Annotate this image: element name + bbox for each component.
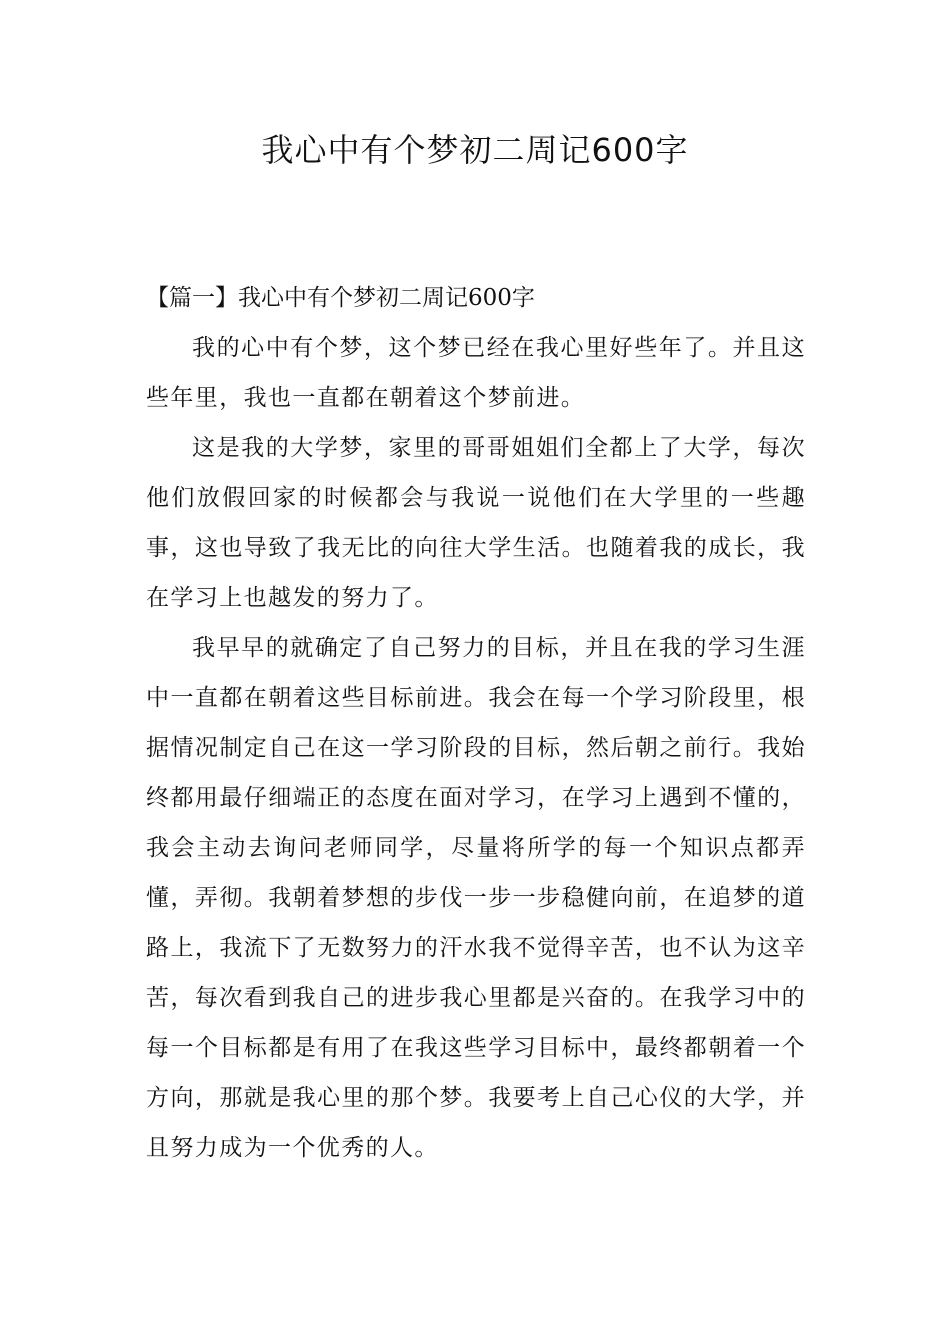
paragraph-3: 我早早的就确定了自己努力的目标，并且在我的学习生涯中一直都在朝着这些目标前进。我会在每一个学习阶段里，根据情况制定自己在这一学习阶段的目标，然后朝之前行。我始终都用最仔细端正的态度在面对学习，在学习上遇到不懂的，我会主动去询问老师同学，尽量将所学的每一个知识点都弄懂，弄彻。我朝着梦想的步伐一步一步稳健向前，在追梦的道路上，我流下了无数努力的汗水我不觉得辛苦，也不认为这辛苦，每次看到我自己的进步我心里都是兴奋的。在我学习中的每一个目标都是有用了在我这些学习目标中，最终都朝着一个方向，那就是我心里的那个梦。我要考上自己心仪的大学，并且努力成为一个优秀的人。 bbox=[146, 635, 806, 1161]
document-body bbox=[146, 273, 806, 1173]
section-heading: 【篇一】我心中有个梦初二周记600字 bbox=[146, 285, 535, 311]
paragraph-2: 这是我的大学梦，家里的哥哥姐姐们全都上了大学，每次他们放假回家的时候都会与我说一说他们在大学里的一些趣事，这也导致了我无比的向往大学生活。也随着我的成长，我在学习上也越发的努力了。 bbox=[146, 435, 806, 611]
paragraph-1: 我的心中有个梦，这个梦已经在我心里好些年了。并且这些年里，我也一直都在朝着这个梦前进。 bbox=[146, 335, 806, 411]
document-title: 我心中有个梦初二周记600字 bbox=[261, 131, 689, 169]
